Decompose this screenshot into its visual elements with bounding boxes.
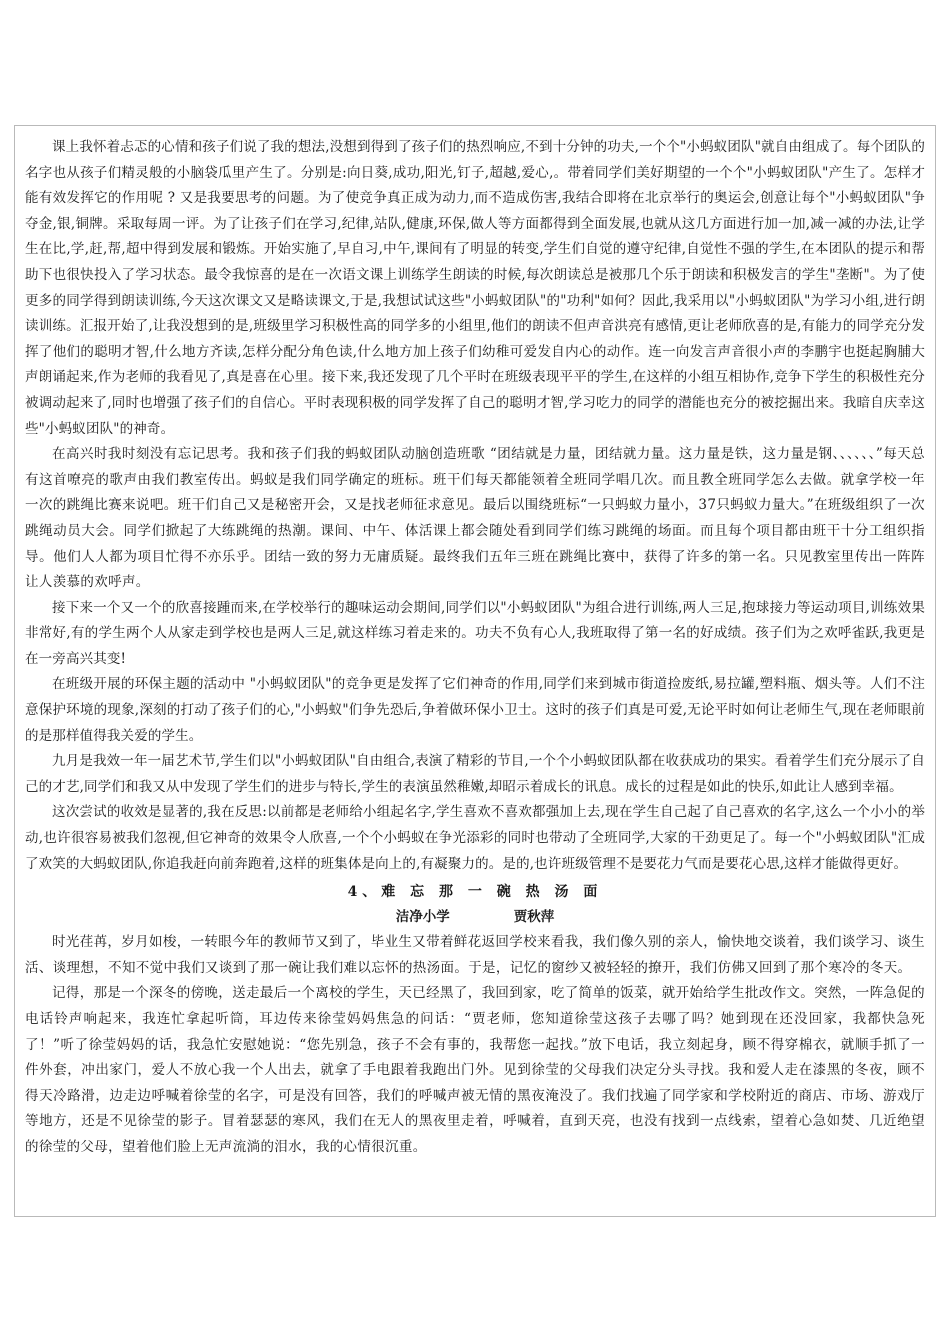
paragraph-sports-meet: 接下来一个又一个的欣喜接踵而来,在学校举行的趣味运动会期间,同学们以"小蚂蚁团队"为组合进行训练,两人三足,抱球接力等运动项目,训练效果非常好,有的学生两个人从家走到学校也是两人三足,就这样练习着走来的。功夫不负有心人,我班取得了第一名的好成绩。孩子们为之欢呼雀跃,我更是在一旁高兴其变! bbox=[25, 599, 925, 667]
paragraph-art-festival: 九月是我效一年一届艺术节,学生们以"小蚂蚁团队"自由组合,表演了精彩的节目,一个个小蚂蚁团队都在收获成功的果实。看着学生们充分展示了自己的才艺,同学们和我又从中发现了学生们的进步与特长,学生的表演虽然稚嫩,却昭示着成长的讯息。成长的过程是如此的快乐,如此让人感到幸福。 bbox=[25, 753, 925, 795]
paragraph-class-song: 在高兴时我时刻没有忘记思考。我和孩子们我的蚂蚁团队动脑创造班歌 “团结就是力量，团结就力量。这力量是铁，这力量是钢、、、、、、”每天总有这首嘹亮的歌声由我们教室传出。蚂蚁是我们同学确定的班标。班干们每天都能领着全班同学唱几次。而且教全班同学怎么去做。就拿学校一年一次的跳绳比赛来说吧。班干们自己又是秘密开会，又是找老师征求意见。最后以围绕班标“一只蚂蚁力量小，37只蚂蚁力量大。”在班级组织了一次跳绳动员大会。同学们掀起了大练跳绳的热潮。课间、中午、体活课上都会随处看到同学们练习跳绳的场面。而且每个项目都由班干十分工组织指导。他们人人都为项目忙得不亦乐乎。团结一致的努力无庸质疑。最终我们五年三班在跳绳比赛中，获得了许多的第一名。只见教室里传出一阵阵让人羡慕的欢呼声。 bbox=[25, 446, 925, 591]
paragraph-winter-night: 记得，那是一个深冬的傍晚，送走最后一个离校的学生，天已经黑了，我回到家，吃了简单的饭菜，就开始给学生批改作文。突然，一阵急促的电话铃声响起来，我连忙拿起听筒，耳边传来徐莹妈妈焦急的问话：“贾老师，您知道徐莹这孩子去哪了吗？她到现在还没回家，我都快急死了！”听了徐莹妈妈的话，我急忙安慰她说：“您先别急，孩子不会有事的，我帮您一起找。”放下电话，我立刻起身，顾不得穿棉衣，就顺手抓了一件外套，冲出家门，爱人不放心我一个人出去，就拿了手电跟着我跑出门外。见到徐莹的父母我们决定分头寻找。我和爱人走在漆黑的冬夜，顾不得天冷路滑，边走边呼喊着徐莹的名字，可是没有回答，我们的呼喊声被无情的黑夜淹没了。我们找遍了同学家和学校附近的商店、市场、游戏厅等地方，还是不见徐莹的影子。冒着瑟瑟的寒风，我们在无人的黑夜里走着，呼喊着，直到天亮，也没有找到一点线索，望着心急如焚、几近绝望的徐莹的父母，望着他们脸上无声流淌的泪水，我的心情很沉重。 bbox=[25, 985, 925, 1155]
document-frame bbox=[14, 125, 936, 1217]
paragraph-environment: 在班级开展的环保主题的活动中 "小蚂蚁团队"的竞争更是发挥了它们神奇的作用,同学们来到城市街道捡废纸,易拉罐,塑料瓶、烟头等。人们不注意保护环境的现象,深刻的打动了孩子们的心,"小蚂蚁"们争先恐后,争着做环保小卫士。这时的孩子们真是可爱,无论平时如何让老师生气,现在老师眼前的是那样值得我关爱的学生。 bbox=[25, 676, 925, 744]
paragraph-reflection: 这次尝试的收效是显著的,我在反思:以前都是老师给小组起名字,学生喜欢不喜欢都强加上去,现在学生自己起了自己喜欢的名字,这么一个小小的举动,也许很容易被我们忽视,但它神奇的效果令人欣喜,一个个小蚂蚁在争光添彩的同时也带动了全班同学,大家的干劲更足了。每一个"小蚂蚁团队"汇成了欢笑的大蚂蚁团队,你追我赶向前奔跑着,这样的班集体是向上的,有凝聚力的。是的,也许班级管理不是要花力气而是要花心思,这样才能做得更好。 bbox=[25, 804, 925, 872]
paragraph-ant-team-intro: 课上我怀着忐忑的心情和孩子们说了我的想法,没想到得到了孩子们的热烈响应,不到十分钟的功夫,一个个"小蚂蚁团队"就自由组成了。每个团队的名字也从孩子们精灵般的小脑袋瓜里产生了。分别是:向日葵,成功,阳光,钉子,超越,爱心,。带着同学们美好期望的一个个"小蚂蚁团队"产生了。怎样才能有效发挥它的作用呢 ? 又是我要思考的问题。为了使竞争真正成为动力,而不造成伤害,我结合即将在北京举行的奥运会,创意让每个"小蚂蚁团队"争夺金,银,铜牌。采取每周一评。为了让孩子们在学习,纪律,站队,健康,环保,做人等方面都得到全面发展,也就从这几方面进行加一加,减一减的办法,让学生在比,学,赶,帮,超中得到发展和锻炼。开始实施了,早自习,中午,课间有了明显的转变,学生们自觉的遵守纪律,自觉性不强的学生,在本团队的提示和帮助下也很快投入了学习状态。最令我惊喜的是在一次语文课上训练学生朗读的时候,每次朗读总是被那几个乐于朗读和积极发言的学生"垄断"。为了使更多的同学得到朗读训练,今天这次课文又是略读课文,于是,我想试试这些"小蚂蚁团队"的"功利"如何？因此,我采用以"小蚂蚁团队"为学习小组,进行朗读训练。汇报开始了,让我没想到的是,班级里学习积极性高的同学多的小组里,他们的朗读不但声音洪亮有感情,更让老师欣喜的是,有能力的同学充分发挥了他们的聪明才智,什么地方齐读,怎样分配分角色读,什么地方加上孩子们幼稚可爱发自内心的动作。连一向发言声音很小声的李鹏宇也挺起胸脯大声朗诵起来,作为老师的我看见了,真是喜在心里。接下来,我还发现了几个平时在班级表现平平的学生,在这样的小组互相协作,竞争下学生的积极性充分被调动起来了,同时也增强了孩子们的自信心。平时表现积极的同学发挥了自己的聪明才智,学习吃力的同学的潜能也充分的被挖掘出来。我暗自庆幸这些"小蚂蚁团队"的神奇。 bbox=[25, 139, 925, 437]
section-title: 4、难 忘 那 一 碗 热 汤 面 bbox=[347, 884, 603, 901]
paragraph-teachers-day: 时光荏苒，岁月如梭，一转眼今年的教师节又到了，毕业生又带着鲜花返回学校来看我，我们像久别的亲人，愉快地交谈着，我们谈学习、谈生活、谈理想，不知不觉中我们又谈到了那一碗让我们难以忘怀的热汤面。于是，记忆的窗纱又被轻轻的撩开，我们仿佛又回到了那个寒冷的冬天。 bbox=[25, 934, 925, 976]
author-school: 洁净小学 bbox=[395, 909, 450, 926]
author-line bbox=[25, 905, 925, 930]
author-name: 贾秋萍 bbox=[513, 909, 555, 926]
